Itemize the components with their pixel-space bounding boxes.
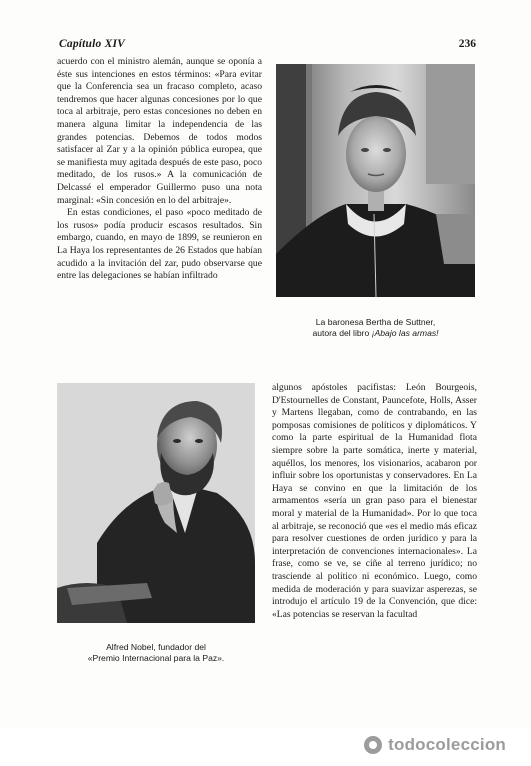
- page-number: 236: [458, 38, 476, 50]
- right-text-column: [272, 382, 477, 621]
- watermark-logo-icon: [364, 736, 382, 754]
- watermark-text: todocoleccion: [388, 735, 506, 754]
- portrait-photo-suttner: [276, 64, 475, 297]
- portrait-photo-nobel: [57, 383, 255, 623]
- portrait-nobel-image: [57, 383, 255, 623]
- right-paragraph-1: algunos apóstoles pacifistas: León Bourgeois, D'Estournelles de Constant, Pauncefote, Holls, Asser y Martens llegaban, como de contrabando, en las pomposas comisiones de políticos y diplomáticos. Y como la parte espiritual de la Humanidad flota siempre sobre la parte somática, inerte y material, aquéllos, los menores, los visionarios, acabaron por influir sobre los oportunistas y conservadores. En La Haya se convino en que la limitación de los armamentos «sería un gran paso para el bienestar moral y material de la Humanidad». Por lo que toca al arbitraje, se reconoció que «es el medio más eficaz para resolver cuestiones de orden jurídico y para la interpretación de convenciones internacionales». La frase, como se ve, se ciñe al terreno jurídico; no trasciende al político ni económico. Luego, como medida de moderación y para suavizar asperezas, se introdujo el artículo 19 de la Convención, que dice: «Las potencias se reservan la facultad: [272, 382, 477, 620]
- left-text-column: [57, 56, 262, 283]
- caption-suttner-prefix: autora del libro: [312, 328, 372, 339]
- caption-nobel-line-1: Alfred Nobel, fundador del: [106, 642, 206, 652]
- left-paragraph-2: En estas condiciones, el paso «poco meditado de los rusos» podía producir escasos resultados. Sin embargo, cuando, en mayo de 1899, se reunieron en La Haya los representantes de 26 Estados que habían acudido a la invitación del zar, pudo observarse que entre las delegaciones se habían infiltrado: [57, 207, 262, 282]
- caption-suttner-line-2: [276, 328, 475, 339]
- caption-suttner-book-title: ¡Abajo las armas!: [371, 328, 439, 339]
- watermark: [364, 735, 506, 755]
- caption-nobel-line-2: «Premio Internacional para la Paz».: [87, 653, 225, 664]
- caption-suttner: [276, 317, 475, 340]
- caption-suttner-line-1: La baronesa Bertha de Suttner,: [315, 317, 436, 327]
- chapter-heading: Capítulo XIV: [59, 38, 125, 50]
- caption-nobel: [55, 642, 257, 665]
- left-paragraph-1: acuerdo con el ministro alemán, aunque se oponía a éste sus intenciones en estos términos: «Para evitar que la Conferencia sea un fracaso completo, acaso tendremos que hacer algunas concesiones por lo que toca al arbitraje, pero estas concesiones no deben en manera alguna limitar la independencia de las grandes potencias. Debemos de todos modos satisfacer al Zar y a la opinión pública europea, que se manifiesta muy agitada después de este paso, poco meditado, de los rusos.» A la comunicación de Delcassé el emperador Guillermo puso una nota marginal: «Sin concesión en lo del arbitraje».: [57, 56, 262, 206]
- portrait-suttner-image: [276, 64, 475, 297]
